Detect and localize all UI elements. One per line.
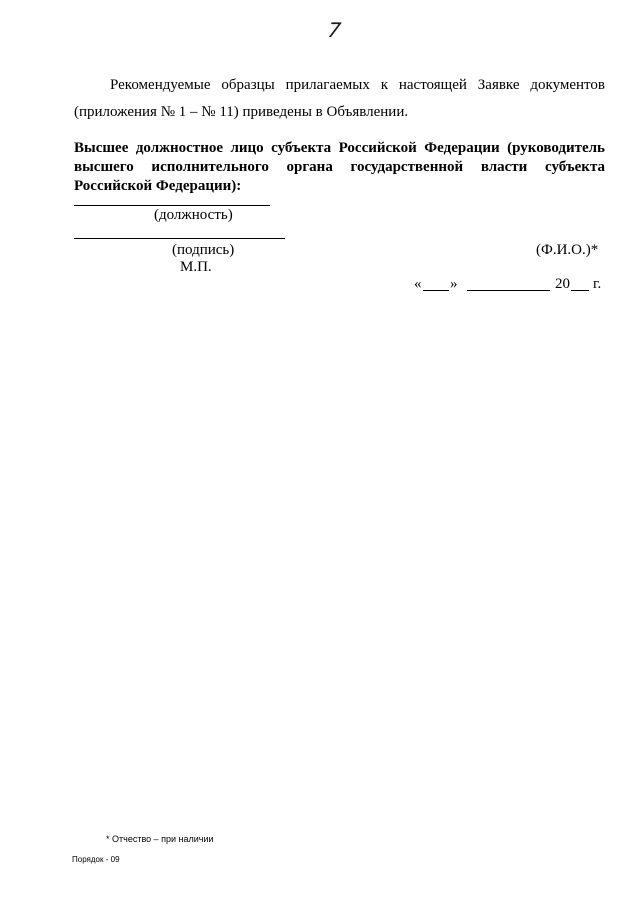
date-close-quote: » — [450, 276, 458, 292]
date-open-quote: « — [414, 276, 422, 292]
date-year-suffix: г. — [593, 276, 602, 292]
date-year-prefix: 20 — [555, 276, 570, 292]
date-month-blank — [467, 290, 550, 291]
official-heading-line-2: высшего исполнительного органа государственной власти субъекта — [74, 159, 605, 175]
official-heading-line-3: Российской Федерации): — [74, 178, 242, 194]
fio-caption: (Ф.И.О.)* — [536, 242, 599, 258]
official-heading-line-1: Высшее должностное лицо субъекта Российской Федерации (руководитель — [74, 140, 605, 156]
official-heading — [74, 139, 605, 196]
position-caption: (должность) — [154, 207, 233, 223]
footer-code: Порядок - 09 — [72, 855, 120, 864]
signature-blank-line — [74, 238, 285, 239]
stamp-label: М.П. — [180, 259, 212, 275]
date-line — [414, 276, 606, 296]
recommended-samples-paragraph — [74, 72, 605, 126]
page-number: 7 — [326, 18, 343, 42]
position-blank-line — [74, 205, 270, 206]
paragraph-line-1: Рекомендуемые образцы прилагаемых к настоящей Заявке документов — [110, 77, 605, 93]
date-day-blank — [423, 290, 449, 291]
footnote: * Отчество – при наличии — [106, 834, 214, 844]
paragraph-line-2: (приложения № 1 – № 11) приведены в Объявлении. — [74, 104, 409, 120]
date-year-blank — [571, 290, 589, 291]
signature-caption: (подпись) — [172, 242, 235, 258]
